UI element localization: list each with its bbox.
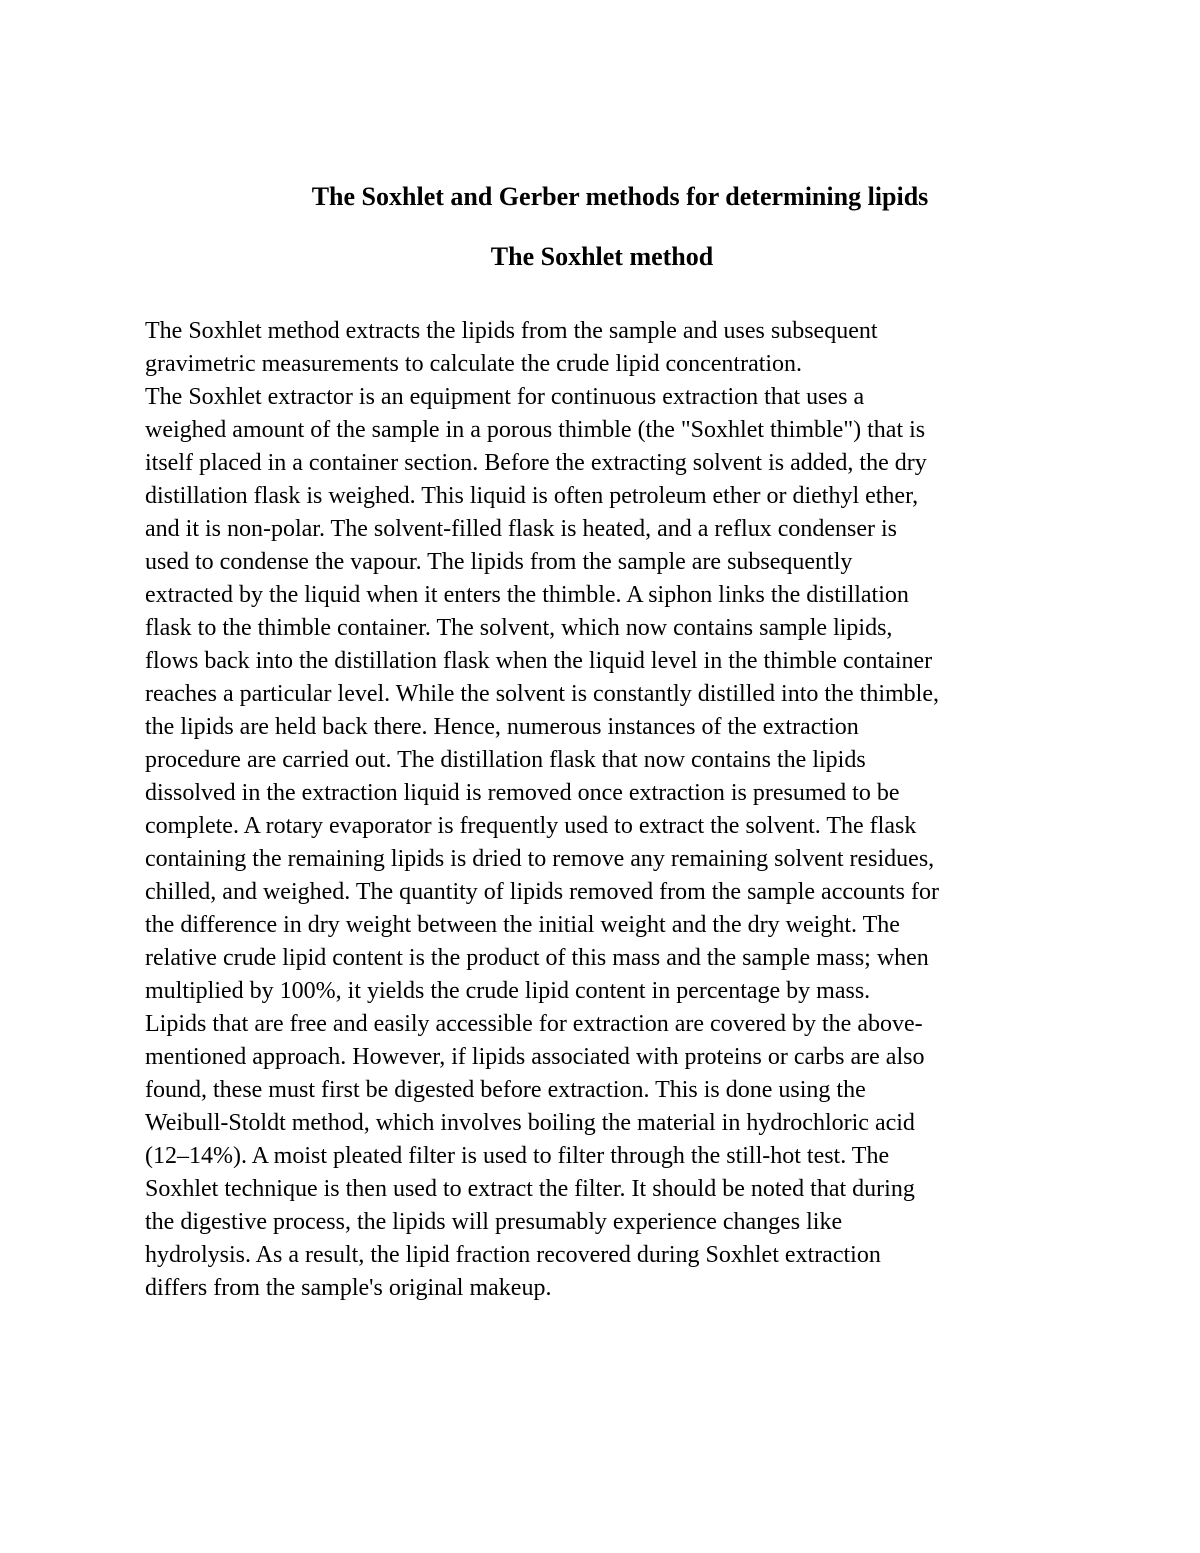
body-line: the digestive process, the lipids will presumably experience changes like (145, 1209, 843, 1235)
body-line: relative crude lipid content is the product of this mass and the sample mass; when (145, 945, 929, 971)
body-line: and it is non-polar. The solvent-filled flask is heated, and a reflux condenser is (145, 516, 898, 542)
body-line: distillation flask is weighed. This liquid is often petroleum ether or diethyl ether, (145, 483, 919, 509)
body-line: differs from the sample's original makeup. (145, 1275, 552, 1301)
body-line: weighed amount of the sample in a porous thimble (the "Soxhlet thimble") that is (145, 417, 926, 443)
body-line: extracted by the liquid when it enters the thimble. A siphon links the distillation (145, 582, 909, 608)
document-title: The Soxhlet and Gerber methods for determining lipids (311, 182, 929, 211)
body-line: itself placed in a container section. Before the extracting solvent is added, the dry (145, 450, 927, 476)
body-line: procedure are carried out. The distillation flask that now contains the lipids (145, 747, 866, 773)
body-line: The Soxhlet extractor is an equipment for continuous extraction that uses a (145, 384, 865, 410)
body-line: containing the remaining lipids is dried to remove any remaining solvent residues, (145, 846, 935, 872)
body-line: used to condense the vapour. The lipids from the sample are subsequently (145, 549, 853, 575)
body-line: Lipids that are free and easily accessible for extraction are covered by the above- (145, 1011, 923, 1037)
body-line: hydrolysis. As a result, the lipid fraction recovered during Soxhlet extraction (145, 1242, 881, 1268)
body-line: multiplied by 100%, it yields the crude lipid content in percentage by mass. (145, 978, 871, 1004)
body-line: reaches a particular level. While the solvent is constantly distilled into the thimble, (145, 681, 940, 707)
body-line: dissolved in the extraction liquid is removed once extraction is presumed to be (145, 780, 900, 806)
body-line: Weibull-Stoldt method, which involves boiling the material in hydrochloric acid (145, 1110, 915, 1136)
body-line: the difference in dry weight between the initial weight and the dry weight. The (145, 912, 900, 938)
body-line: The Soxhlet method extracts the lipids from the sample and uses subsequent (145, 318, 878, 344)
body-line: Soxhlet technique is then used to extract the filter. It should be noted that during (145, 1176, 915, 1202)
body-line: the lipids are held back there. Hence, numerous instances of the extraction (145, 714, 859, 740)
body-line: found, these must first be digested before extraction. This is done using the (145, 1077, 866, 1103)
body-paragraph (145, 315, 1065, 1305)
body-line: chilled, and weighed. The quantity of lipids removed from the sample accounts for (145, 879, 940, 905)
body-line: (12–14%). A moist pleated filter is used to filter through the still-hot test. The (145, 1143, 890, 1169)
section-heading: The Soxhlet method (490, 242, 714, 271)
body-line: mentioned approach. However, if lipids associated with proteins or carbs are also (145, 1044, 925, 1070)
body-line: complete. A rotary evaporator is frequently used to extract the solvent. The flask (145, 813, 917, 839)
body-line: flask to the thimble container. The solvent, which now contains sample lipids, (145, 615, 893, 641)
body-line: flows back into the distillation flask when the liquid level in the thimble container (145, 648, 933, 674)
body-line: gravimetric measurements to calculate the crude lipid concentration. (145, 351, 803, 377)
